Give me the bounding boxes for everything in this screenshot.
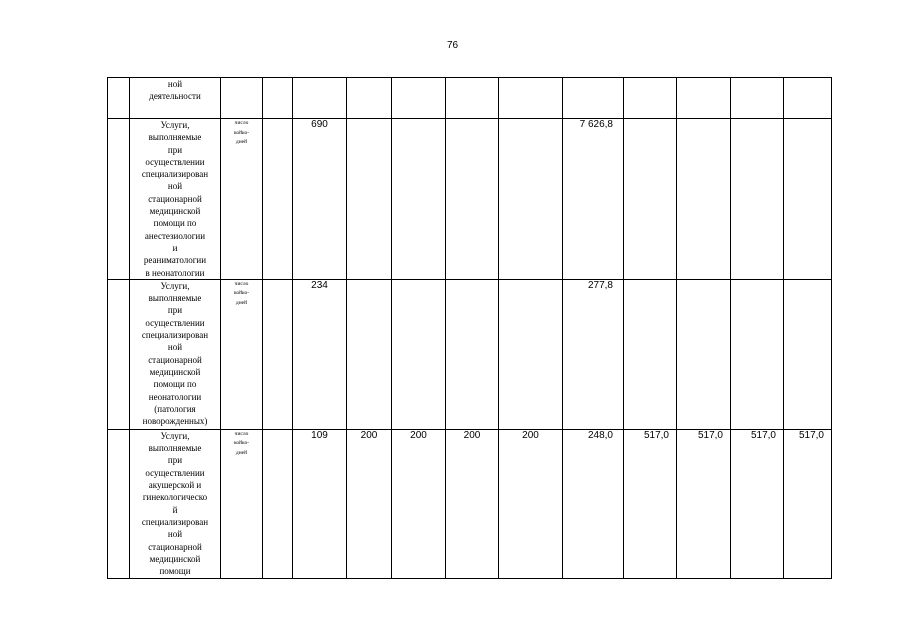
value-cell	[446, 78, 499, 119]
value-cell	[731, 78, 784, 119]
value-cell	[347, 78, 392, 119]
value-cell	[446, 119, 499, 280]
value-cell: 248,0	[563, 429, 624, 578]
unit-cell: число койко- дней	[221, 119, 263, 280]
value-cell: 517,0	[624, 429, 677, 578]
service-name-cell: Услуги, выполняемые при осуществлении специализирован ной стационарной медицинской помощи по неонатологии (патология новорожденных)	[130, 279, 221, 429]
value-cell: 200	[499, 429, 563, 578]
unit-cell: число койко- дней	[221, 279, 263, 429]
table-row	[108, 119, 832, 280]
value-cell	[347, 119, 392, 280]
value-cell	[677, 279, 731, 429]
table-row	[108, 279, 832, 429]
value-cell	[499, 78, 563, 119]
value-cell	[784, 119, 832, 280]
table-row	[108, 429, 832, 578]
value-cell	[624, 279, 677, 429]
page-number: 76	[446, 40, 459, 51]
service-name-cell: ной деятельности	[130, 78, 221, 119]
value-cell	[624, 78, 677, 119]
unit-cell	[221, 78, 263, 119]
empty-cell	[263, 279, 293, 429]
row-number-cell	[108, 119, 130, 280]
value-cell	[677, 78, 731, 119]
value-cell	[392, 78, 446, 119]
empty-cell	[263, 78, 293, 119]
value-cell	[677, 119, 731, 280]
value-cell	[392, 119, 446, 280]
value-cell: 200	[392, 429, 446, 578]
value-cell	[784, 279, 832, 429]
service-name-cell: Услуги, выполняемые при осуществлении специализирован ной стационарной медицинской помощи по анестезиологии и реаниматологии в неонатологии	[130, 119, 221, 280]
value-cell	[446, 279, 499, 429]
value-cell: 7 626,8	[563, 119, 624, 280]
value-cell	[624, 119, 677, 280]
value-cell	[392, 279, 446, 429]
value-cell: 517,0	[677, 429, 731, 578]
value-cell: 517,0	[784, 429, 832, 578]
value-cell: 234	[293, 279, 347, 429]
value-cell: 690	[293, 119, 347, 280]
empty-cell	[263, 429, 293, 578]
service-name-cell: Услуги, выполняемые при осуществлении акушерской и гинекологическо й специализирован ной стационарной медицинской помощи	[130, 429, 221, 578]
value-cell: 200	[347, 429, 392, 578]
value-cell: 277,8	[563, 279, 624, 429]
value-cell	[293, 78, 347, 119]
value-cell: 109	[293, 429, 347, 578]
value-cell	[731, 279, 784, 429]
value-cell: 200	[446, 429, 499, 578]
value-cell	[499, 119, 563, 280]
value-cell	[563, 78, 624, 119]
row-number-cell	[108, 429, 130, 578]
row-number-cell	[108, 279, 130, 429]
unit-cell: число койко- дней	[221, 429, 263, 578]
value-cell	[499, 279, 563, 429]
value-cell	[347, 279, 392, 429]
row-number-cell	[108, 78, 130, 119]
data-table	[107, 77, 832, 579]
table-row	[108, 78, 832, 119]
value-cell: 517,0	[731, 429, 784, 578]
value-cell	[731, 119, 784, 280]
value-cell	[784, 78, 832, 119]
empty-cell	[263, 119, 293, 280]
